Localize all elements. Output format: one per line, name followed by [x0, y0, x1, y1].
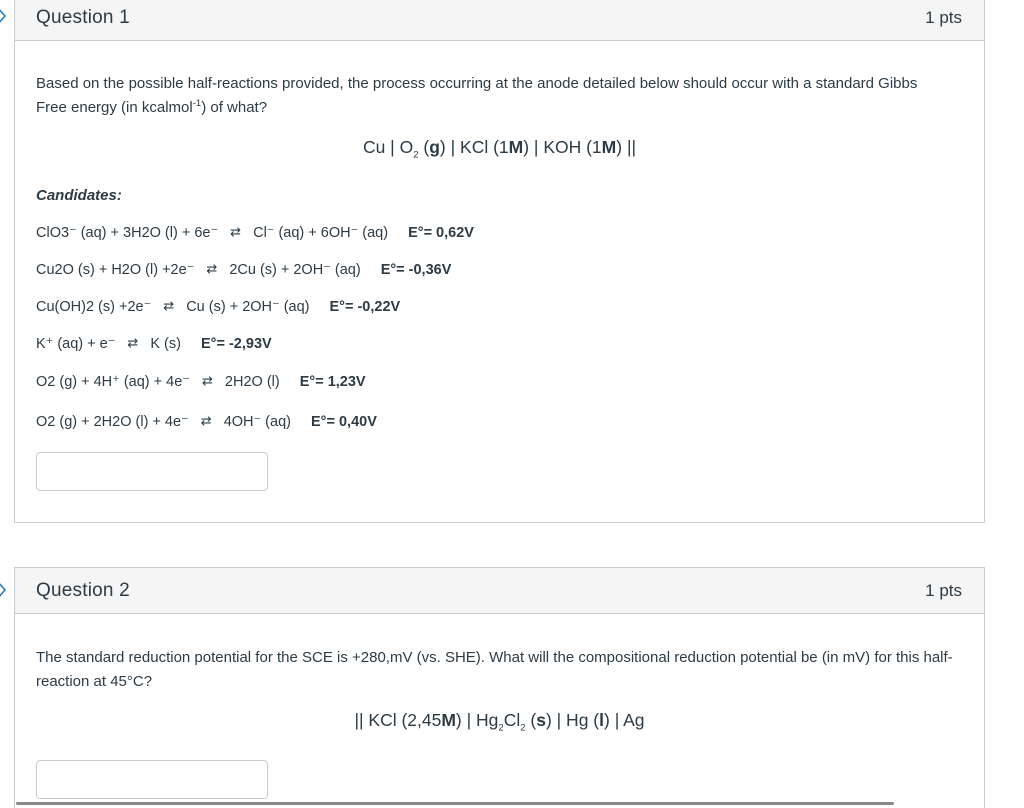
question-2-answer-input[interactable]: [36, 760, 268, 799]
reaction-lhs: ClO3⁻ (aq) + 3H2O (l) + 6e⁻: [36, 225, 219, 241]
cell-part: ) ||: [616, 137, 637, 157]
reaction-rhs: Cl⁻ (aq) + 6OH⁻ (aq): [253, 225, 389, 241]
question-2-cell-notation: [15, 710, 984, 734]
question-1-text-main: Based on the possible half-reactions provided, the process occurring at the anode detailed below should occur with a standard Gibbs Free energy (in kcalmol: [36, 75, 918, 116]
cell-part: Cu | O: [362, 137, 414, 157]
cell-part: (: [525, 710, 537, 730]
cell-sub: 2: [498, 722, 504, 734]
horizontal-scrollbar[interactable]: [16, 802, 894, 805]
cell-bold: M: [508, 137, 524, 157]
cell-sub: 2: [520, 722, 526, 734]
cell-bold: s: [536, 710, 546, 730]
cell-part: ) | Hg: [455, 710, 499, 730]
reaction-potential: E°= -2,93V: [201, 336, 272, 352]
question-1: [14, 0, 985, 523]
equilibrium-arrows-icon: ⇄: [127, 335, 139, 350]
reaction-rhs: 4OH⁻ (aq): [223, 414, 291, 430]
equilibrium-arrows-icon: ⇄: [163, 298, 175, 313]
cell-part: ) | Ag: [604, 710, 645, 730]
reaction-lhs: O2 (g) + 2H2O (l) + 4e⁻: [36, 414, 189, 430]
equilibrium-arrows-icon: ⇄: [230, 224, 242, 239]
question-1-title: Question 1: [36, 6, 130, 28]
reaction-lhs: O2 (g) + 4H⁺ (aq) + 4e⁻: [36, 374, 190, 390]
reaction-row: [36, 374, 366, 390]
cell-part: || KCl (2,45: [354, 710, 442, 730]
question-1-text-sup: -1: [192, 98, 202, 109]
cell-part: ) | Hg (: [545, 710, 600, 730]
question-1-body: [15, 41, 984, 522]
question-2-header: [15, 568, 984, 614]
chevron-right-icon: [0, 580, 9, 602]
question-1-answer-input[interactable]: [36, 452, 268, 491]
cell-part: ) | KOH (1: [523, 137, 602, 157]
question-1-cell-notation: [15, 137, 984, 161]
reaction-row: [36, 414, 377, 430]
reaction-lhs: Cu(OH)2 (s) +2e⁻: [36, 299, 152, 315]
question-1-text: [36, 72, 946, 120]
reaction-rhs: 2H2O (l): [224, 374, 280, 390]
reaction-rhs: Cu (s) + 2OH⁻ (aq): [186, 299, 310, 315]
reaction-row: [36, 225, 474, 241]
equilibrium-arrows-icon: ⇄: [201, 373, 213, 388]
question-1-text-end: ) of what?: [201, 99, 268, 116]
cell-bold: l: [599, 710, 604, 730]
equilibrium-arrows-icon: ⇄: [206, 261, 218, 276]
reaction-potential: E°= 0,62V: [408, 225, 474, 241]
reaction-potential: E°= 0,40V: [311, 414, 377, 430]
reaction-potential: E°= -0,22V: [329, 299, 401, 315]
cell-bold: g: [429, 137, 440, 157]
reaction-lhs: K⁺ (aq) + e⁻: [36, 336, 116, 352]
cell-sub: 2: [413, 149, 419, 161]
cell-bold: M: [441, 710, 456, 730]
chevron-right-icon: [0, 6, 9, 28]
reaction-lhs: Cu2O (s) + H2O (l) +2e⁻: [36, 262, 195, 278]
reaction-row: [36, 262, 451, 278]
reaction-row: [36, 299, 400, 315]
cell-part: (: [418, 137, 430, 157]
reaction-rhs: K (s): [150, 336, 181, 352]
question-1-header: [15, 0, 984, 41]
reaction-rhs: 2Cu (s) + 2OH⁻ (aq): [229, 262, 361, 278]
cell-bold: M: [601, 137, 617, 157]
question-2-text: The standard reduction potential for the SCE is +280,mV (vs. SHE). What will the compositional reduction potential be (in mV) for this half-reaction at 45°C?: [36, 649, 953, 690]
question-2-title: Question 2: [36, 579, 130, 601]
question-2-points: 1 pts: [925, 580, 962, 600]
candidates-label: Candidates:: [36, 187, 122, 204]
reaction-row: [36, 336, 272, 352]
question-2: [14, 567, 985, 808]
question-2-body: [15, 614, 984, 808]
cell-part: ) | KCl (1: [439, 137, 509, 157]
reaction-potential: E°= -0,36V: [380, 262, 452, 278]
equilibrium-arrows-icon: ⇄: [200, 413, 212, 428]
question-1-points: 1 pts: [925, 7, 962, 27]
cell-part: Cl: [503, 710, 521, 730]
reaction-potential: E°= 1,23V: [299, 374, 366, 390]
